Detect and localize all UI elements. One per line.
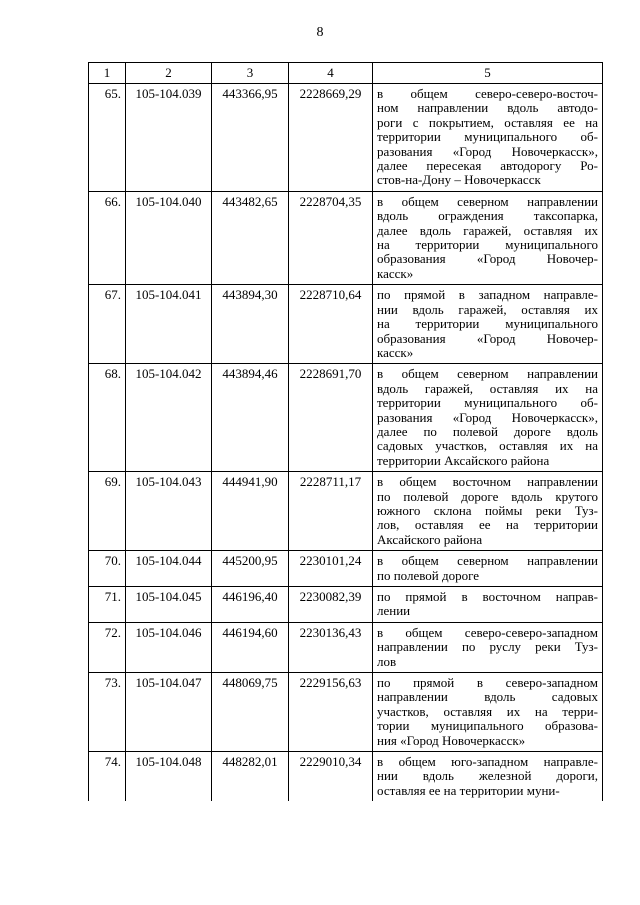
- boundary-description-cell: [373, 472, 603, 551]
- description-line: в общем северо-северо-западном: [377, 624, 598, 640]
- description-line: образования «Город Новочер-: [377, 330, 598, 346]
- description-line: касск»: [377, 265, 414, 281]
- description-line: по прямой в западном направле-: [377, 287, 598, 303]
- description-line: по прямой в восточном направ-: [377, 589, 598, 604]
- description-line: в общем северном направлении: [377, 553, 598, 569]
- description-line: нии вдоль железной дороги,: [377, 768, 598, 784]
- point-number-cell: 73.: [89, 673, 126, 752]
- x-coordinate-cell: 443482,65: [212, 191, 289, 284]
- description-line: вдоль ограждения таксопарка,: [377, 208, 598, 224]
- table-row: [89, 285, 603, 364]
- point-code-cell: 105-104.045: [126, 587, 212, 623]
- point-number-cell: 71.: [89, 587, 126, 623]
- description-line: роги с покрытием, оставляя ее на: [377, 114, 598, 130]
- boundary-description-cell: [373, 752, 603, 802]
- description-line: Аксайского района: [377, 531, 483, 547]
- y-coordinate-cell: 2230082,39: [289, 587, 373, 623]
- point-number-cell: 72.: [89, 622, 126, 672]
- description-line: в общем юго-западном направле-: [377, 754, 598, 770]
- description-line: далее по полевой дороге вдоль: [377, 423, 598, 439]
- description-line: разования «Город Новочеркасск»,: [377, 409, 598, 425]
- y-coordinate-cell: 2228710,64: [289, 285, 373, 364]
- description-line: по полевой дороге: [377, 567, 480, 583]
- description-line: в общем восточном направлении: [377, 474, 598, 490]
- table-row: [89, 673, 603, 752]
- column-header-1: 1: [89, 63, 126, 84]
- x-coordinate-cell: 448069,75: [212, 673, 289, 752]
- point-number-cell: 66.: [89, 191, 126, 284]
- table-row: [89, 622, 603, 672]
- description-line: оставляя ее на территории муни-: [377, 782, 560, 798]
- point-code-cell: 105-104.043: [126, 472, 212, 551]
- point-number-cell: 67.: [89, 285, 126, 364]
- description-line: территории Аксайского района: [377, 452, 550, 468]
- description-line: участков, оставляя их на терри-: [377, 703, 598, 719]
- x-coordinate-cell: 443894,30: [212, 285, 289, 364]
- column-header-2: 2: [126, 63, 212, 84]
- table-row: [89, 364, 603, 472]
- x-coordinate-cell: 443894,46: [212, 364, 289, 472]
- boundary-description-cell: [373, 84, 603, 192]
- y-coordinate-cell: 2228691,70: [289, 364, 373, 472]
- description-line: далее вдоль гаражей, оставляя их: [377, 222, 598, 238]
- description-line: направлении вдоль садовых: [377, 689, 598, 705]
- description-line: тории муниципального образова-: [377, 718, 598, 734]
- point-number-cell: 74.: [89, 752, 126, 802]
- table-row: [89, 752, 603, 802]
- y-coordinate-cell: 2228669,29: [289, 84, 373, 192]
- description-line: разования «Город Новочеркасск»,: [377, 143, 598, 159]
- description-line: территории муниципального об-: [377, 129, 598, 145]
- boundary-description-cell: [373, 622, 603, 672]
- table-row: [89, 84, 603, 192]
- x-coordinate-cell: 446194,60: [212, 622, 289, 672]
- table-body: [89, 84, 603, 802]
- column-header-5: 5: [373, 63, 603, 84]
- y-coordinate-cell: 2228704,35: [289, 191, 373, 284]
- description-line: в общем северном направлении: [377, 193, 598, 209]
- boundary-description-cell: [373, 191, 603, 284]
- point-code-cell: 105-104.041: [126, 285, 212, 364]
- y-coordinate-cell: 2229156,63: [289, 673, 373, 752]
- column-header-4: 4: [289, 63, 373, 84]
- point-number-cell: 70.: [89, 551, 126, 587]
- boundary-description-cell: [373, 587, 603, 623]
- point-number-cell: 65.: [89, 84, 126, 192]
- point-code-cell: 105-104.046: [126, 622, 212, 672]
- x-coordinate-cell: 446196,40: [212, 587, 289, 623]
- description-line: направлении по руслу реки Туз-: [377, 639, 598, 655]
- table-row: [89, 472, 603, 551]
- x-coordinate-cell: 444941,90: [212, 472, 289, 551]
- page-number: 8: [316, 25, 324, 40]
- boundary-description-cell: [373, 285, 603, 364]
- column-header-3: 3: [212, 63, 289, 84]
- point-code-cell: 105-104.042: [126, 364, 212, 472]
- y-coordinate-cell: 2228711,17: [289, 472, 373, 551]
- point-code-cell: 105-104.044: [126, 551, 212, 587]
- table-header-row: [89, 63, 603, 84]
- table-row: [89, 587, 603, 623]
- point-number-cell: 69.: [89, 472, 126, 551]
- point-number-cell: 68.: [89, 364, 126, 472]
- y-coordinate-cell: 2230101,24: [289, 551, 373, 587]
- table-row: [89, 551, 603, 587]
- x-coordinate-cell: 443366,95: [212, 84, 289, 192]
- description-line: в общем северном направлении: [377, 366, 598, 382]
- description-line: на территории муниципального: [377, 316, 598, 332]
- boundary-description-cell: [373, 551, 603, 587]
- boundary-table: [88, 62, 603, 801]
- description-line: стов-на-Дону – Новочеркасск: [377, 172, 541, 188]
- description-line: лении: [377, 603, 411, 619]
- description-line: ния «Город Новочеркасск»: [377, 732, 526, 748]
- description-line: территории муниципального об-: [377, 395, 598, 411]
- description-line: по полевой дороге вдоль крутого: [377, 488, 598, 504]
- description-line: лов: [377, 653, 397, 669]
- point-code-cell: 105-104.040: [126, 191, 212, 284]
- description-line: образования «Город Новочер-: [377, 251, 598, 267]
- description-line: вдоль гаражей, оставляя их на: [377, 380, 598, 396]
- description-line: нии вдоль гаражей, оставляя их: [377, 301, 598, 317]
- y-coordinate-cell: 2230136,43: [289, 622, 373, 672]
- point-code-cell: 105-104.047: [126, 673, 212, 752]
- description-line: касск»: [377, 344, 414, 360]
- description-line: лов, оставляя ее на территории: [377, 517, 598, 533]
- description-line: по прямой в северо-западном: [377, 675, 598, 691]
- description-line: на территории муниципального: [377, 237, 598, 253]
- boundary-description-cell: [373, 673, 603, 752]
- description-line: ном направлении вдоль автодо-: [377, 100, 598, 116]
- x-coordinate-cell: 448282,01: [212, 752, 289, 802]
- boundary-description-cell: [373, 364, 603, 472]
- point-code-cell: 105-104.048: [126, 752, 212, 802]
- description-line: в общем северо-северо-восточ-: [377, 86, 598, 101]
- description-line: далее пересекая автодорогу Ро-: [377, 158, 598, 174]
- table-row: [89, 191, 603, 284]
- point-code-cell: 105-104.039: [126, 84, 212, 192]
- description-line: садовых участков, оставляя их на: [377, 438, 598, 454]
- description-line: южного склона поймы реки Туз-: [377, 502, 598, 518]
- y-coordinate-cell: 2229010,34: [289, 752, 373, 802]
- x-coordinate-cell: 445200,95: [212, 551, 289, 587]
